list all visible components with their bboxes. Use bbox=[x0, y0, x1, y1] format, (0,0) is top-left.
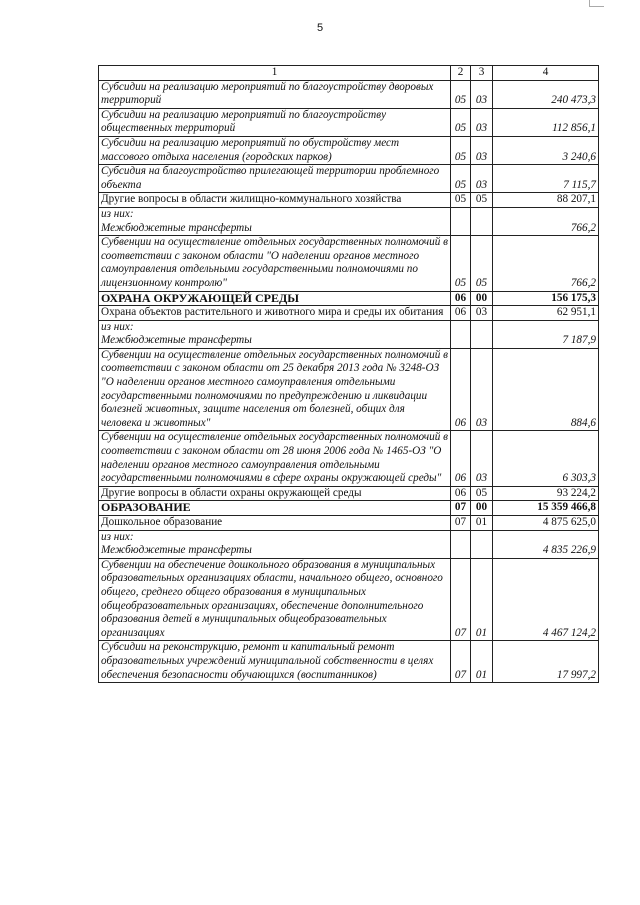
row-amount bbox=[493, 530, 599, 544]
row-section: 07 bbox=[451, 641, 471, 683]
row-amount: 156 175,3 bbox=[493, 291, 599, 306]
row-name: из них: bbox=[99, 530, 451, 544]
row-name: Субвенции на осуществление отдельных государственных полномочий в соответствии с законом области от 25 декабря 2013 года № 3248-ОЗ "О наделении органов местного самоуправления отдельными государственными полномочиями по предупреждению и ликвидации болезней животных, защите населения от болезней, общих для человека и животных" bbox=[99, 348, 451, 431]
row-name: Субсидии на реализацию мероприятий по обустройству мест массового отдыха населения (городских парков) bbox=[99, 136, 451, 164]
row-name: ОХРАНА ОКРУЖАЮЩЕЙ СРЕДЫ bbox=[99, 291, 451, 306]
row-section bbox=[451, 530, 471, 544]
row-subsection: 01 bbox=[471, 641, 493, 683]
row-name: из них: bbox=[99, 320, 451, 334]
row-section: 05 bbox=[451, 193, 471, 208]
row-subsection: 00 bbox=[471, 501, 493, 516]
row-subsection: 03 bbox=[471, 165, 493, 193]
row-subsection bbox=[471, 530, 493, 544]
table-row bbox=[99, 222, 599, 236]
header-col-2: 2 bbox=[451, 66, 471, 81]
row-section: 07 bbox=[451, 558, 471, 641]
row-subsection: 03 bbox=[471, 431, 493, 486]
row-name: Межбюджетные трансферты bbox=[99, 222, 451, 236]
row-section: 07 bbox=[451, 516, 471, 531]
table-row bbox=[99, 291, 599, 306]
row-section bbox=[451, 320, 471, 334]
row-section: 06 bbox=[451, 486, 471, 501]
row-subsection: 03 bbox=[471, 348, 493, 431]
row-subsection: 01 bbox=[471, 516, 493, 531]
row-amount: 4 835 226,9 bbox=[493, 544, 599, 558]
row-amount: 4 467 124,2 bbox=[493, 558, 599, 641]
row-name: Субсидии на реализацию мероприятий по благоустройству общественных территорий bbox=[99, 108, 451, 136]
row-section bbox=[451, 334, 471, 348]
table-row bbox=[99, 486, 599, 501]
row-name: Дошкольное образование bbox=[99, 516, 451, 531]
row-subsection bbox=[471, 544, 493, 558]
table-row bbox=[99, 165, 599, 193]
row-amount: 7 187,9 bbox=[493, 334, 599, 348]
row-name: Межбюджетные трансферты bbox=[99, 544, 451, 558]
row-section: 06 bbox=[451, 348, 471, 431]
row-amount: 88 207,1 bbox=[493, 193, 599, 208]
row-amount: 884,6 bbox=[493, 348, 599, 431]
row-section: 06 bbox=[451, 291, 471, 306]
row-subsection: 05 bbox=[471, 486, 493, 501]
row-amount bbox=[493, 320, 599, 334]
row-name: Другие вопросы в области жилищно-коммунального хозяйства bbox=[99, 193, 451, 208]
row-amount bbox=[493, 207, 599, 221]
table-row bbox=[99, 516, 599, 531]
header-col-4: 4 bbox=[493, 66, 599, 81]
row-subsection bbox=[471, 334, 493, 348]
row-subsection: 05 bbox=[471, 193, 493, 208]
scan-corner-mark bbox=[589, 0, 604, 7]
header-col-3: 3 bbox=[471, 66, 493, 81]
row-amount: 240 473,3 bbox=[493, 80, 599, 108]
row-amount: 93 224,2 bbox=[493, 486, 599, 501]
header-row bbox=[99, 66, 599, 81]
table-row bbox=[99, 544, 599, 558]
row-subsection: 03 bbox=[471, 80, 493, 108]
row-name: Субвенции на обеспечение дошкольного образования в муниципальных образовательных организациях области, начального общего, основного общего, среднего общего образования в муниципальных общеобразовательных организациях, обеспечение дополнительного образования детей в муниципальных общеобразовательных организациях bbox=[99, 558, 451, 641]
row-name: Субсидия на благоустройство прилегающей территории проблемного объекта bbox=[99, 165, 451, 193]
row-amount: 766,2 bbox=[493, 236, 599, 291]
table-row bbox=[99, 334, 599, 348]
page-number: 5 bbox=[316, 22, 324, 34]
table-row bbox=[99, 348, 599, 431]
row-section bbox=[451, 544, 471, 558]
row-section: 05 bbox=[451, 165, 471, 193]
row-subsection: 03 bbox=[471, 306, 493, 321]
row-name: из них: bbox=[99, 207, 451, 221]
row-section: 05 bbox=[451, 236, 471, 291]
table-row bbox=[99, 193, 599, 208]
row-subsection: 03 bbox=[471, 108, 493, 136]
table-row bbox=[99, 558, 599, 641]
row-name: Субсидии на реализацию мероприятий по благоустройству дворовых территорий bbox=[99, 80, 451, 108]
row-section: 05 bbox=[451, 108, 471, 136]
row-section: 05 bbox=[451, 80, 471, 108]
table-row bbox=[99, 530, 599, 544]
row-subsection: 01 bbox=[471, 558, 493, 641]
row-name: ОБРАЗОВАНИЕ bbox=[99, 501, 451, 516]
row-section: 06 bbox=[451, 306, 471, 321]
table-row bbox=[99, 108, 599, 136]
table-row bbox=[99, 501, 599, 516]
row-subsection bbox=[471, 207, 493, 221]
table-row bbox=[99, 207, 599, 221]
row-subsection: 00 bbox=[471, 291, 493, 306]
row-name: Другие вопросы в области охраны окружающей среды bbox=[99, 486, 451, 501]
row-subsection bbox=[471, 222, 493, 236]
row-section: 07 bbox=[451, 501, 471, 516]
row-amount: 17 997,2 bbox=[493, 641, 599, 683]
table-row bbox=[99, 320, 599, 334]
row-amount: 3 240,6 bbox=[493, 136, 599, 164]
table-row bbox=[99, 306, 599, 321]
table-row bbox=[99, 80, 599, 108]
table-row bbox=[99, 431, 599, 486]
row-amount: 7 115,7 bbox=[493, 165, 599, 193]
budget-table bbox=[98, 65, 599, 683]
row-subsection: 03 bbox=[471, 136, 493, 164]
row-section: 05 bbox=[451, 136, 471, 164]
row-name: Субвенции на осуществление отдельных государственных полномочий в соответствии с законом области "О наделении органов местного самоуправления отдельными государственными полномочиями по лицензионному контролю" bbox=[99, 236, 451, 291]
row-name: Субсидии на реконструкцию, ремонт и капитальный ремонт образовательных учреждений муниципальной собственности в целях обеспечения безопасности обучающихся (воспитанников) bbox=[99, 641, 451, 683]
row-section bbox=[451, 207, 471, 221]
row-section: 06 bbox=[451, 431, 471, 486]
table-row bbox=[99, 641, 599, 683]
row-amount: 62 951,1 bbox=[493, 306, 599, 321]
row-amount: 766,2 bbox=[493, 222, 599, 236]
table-row bbox=[99, 236, 599, 291]
row-name: Межбюджетные трансферты bbox=[99, 334, 451, 348]
row-name: Охрана объектов растительного и животного мира и среды их обитания bbox=[99, 306, 451, 321]
row-subsection: 05 bbox=[471, 236, 493, 291]
row-name: Субвенции на осуществление отдельных государственных полномочий в соответствии с законом области от 28 июня 2006 года № 1465-ОЗ "О наделении органов местного самоуправления отдельными государственными полномочиями в сфере охраны окружающей среды" bbox=[99, 431, 451, 486]
row-amount: 6 303,3 bbox=[493, 431, 599, 486]
table-row bbox=[99, 136, 599, 164]
row-amount: 112 856,1 bbox=[493, 108, 599, 136]
row-amount: 4 875 625,0 bbox=[493, 516, 599, 531]
row-subsection bbox=[471, 320, 493, 334]
row-amount: 15 359 466,8 bbox=[493, 501, 599, 516]
header-col-1: 1 bbox=[99, 66, 451, 81]
row-section bbox=[451, 222, 471, 236]
